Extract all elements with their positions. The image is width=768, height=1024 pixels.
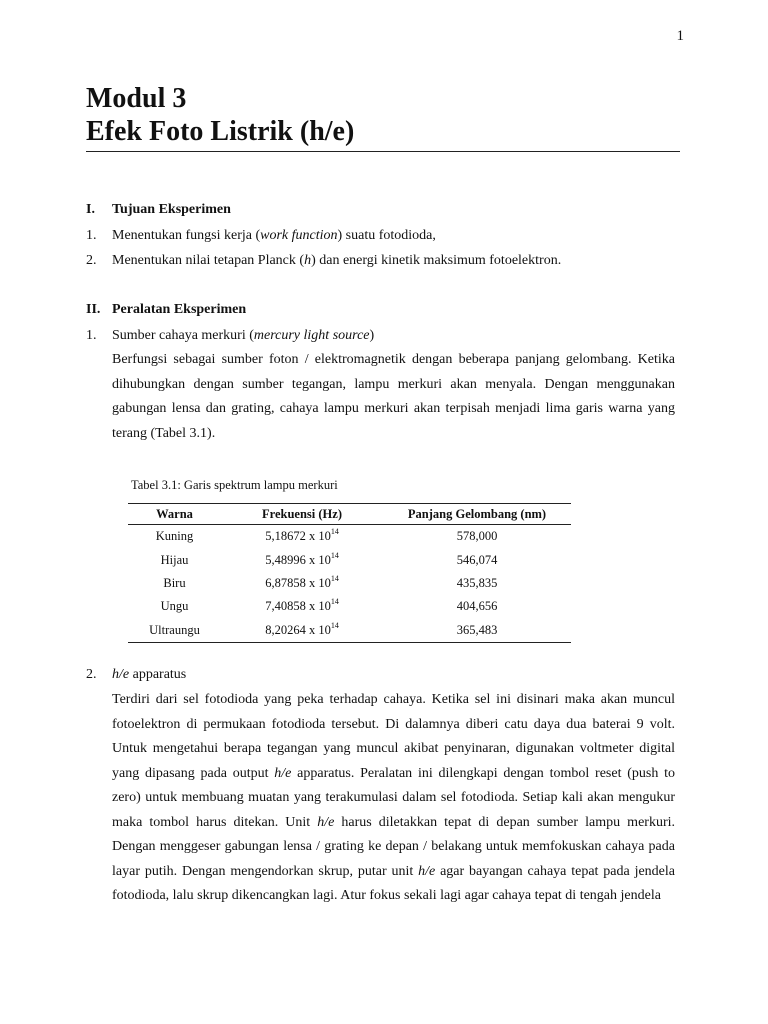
table-row xyxy=(128,525,571,549)
cell-frekuensi xyxy=(221,525,383,549)
paragraph-italic: h/e xyxy=(274,765,292,781)
list-text: Menentukan fungsi kerja ( xyxy=(112,228,261,243)
exponent: 14 xyxy=(330,550,339,560)
cell-warna: Ungu xyxy=(160,599,189,614)
spectrum-table xyxy=(128,503,571,643)
list-text: Menentukan nilai tetapan Planck ( xyxy=(112,253,305,268)
cell-frekuensi xyxy=(221,548,383,571)
cell-panjang: 365,483 xyxy=(383,619,571,643)
list-number: 2. xyxy=(86,253,97,268)
paragraph-light-source: Berfungsi sebagai sumber foton / elektromagnetik dengan beberapa panjang gelombang. Ketika dihubungkan dengan sumber tegangan, lampu merkuri akan menyala. Dengan menggunakan gabungan lensa dan grating, cahaya lampu merkuri akan terpisah menjadi lima garis warna yang terang (Tabel 3.1). xyxy=(112,352,675,441)
column-header: Panjang Gelombang (nm) xyxy=(383,504,571,525)
page-title xyxy=(86,82,680,148)
cell-warna: Kuning xyxy=(155,529,194,544)
frekuensi-mantissa: 6,87858 xyxy=(265,575,306,590)
frekuensi-mantissa: 5,18672 xyxy=(265,529,306,544)
list-text: ) xyxy=(369,328,375,343)
cell-frekuensi xyxy=(221,619,383,643)
cell-panjang: 578,000 xyxy=(456,529,498,544)
list-text-italic: work function xyxy=(260,228,338,243)
table-row xyxy=(128,595,571,618)
paragraph-text: harus diletakkan tepat di depan sumber lampu merkuri. Dengan menggeser gabungan lensa / grating ke depan / belakang untuk memfokuskan cahaya pada layar putih. Dengan mengendorkan skrup, putar unit xyxy=(112,814,675,879)
frekuensi-mantissa: 8,20264 xyxy=(265,622,306,637)
section-heading-text: Peralatan Eksperimen xyxy=(112,302,247,317)
list-item xyxy=(86,326,374,346)
cell-warna: Hijau xyxy=(160,552,189,567)
list-item xyxy=(86,226,436,246)
table-header-row xyxy=(128,504,571,525)
section-heading-peralatan xyxy=(86,302,246,318)
title-divider xyxy=(86,151,680,152)
paragraph-apparatus xyxy=(112,688,675,909)
list-text-italic: h/e xyxy=(112,667,130,682)
table-caption: Tabel 3.1: Garis spektrum lampu merkuri xyxy=(131,478,338,492)
section-numeral: II. xyxy=(86,302,101,317)
paragraph-text: apparatus. Peralatan ini dilengkapi dengan tombol reset (push to zero) untuk membuang muatan yang terakumulasi dalam sel fotodioda. Setiap kali akan mengukur maka tombol harus ditekan. Unit xyxy=(112,765,676,830)
exponent: 14 xyxy=(330,597,339,607)
page-number: 1 xyxy=(676,28,684,44)
cell-frekuensi xyxy=(221,595,383,618)
list-number: 2. xyxy=(86,667,97,682)
list-number: 1. xyxy=(86,228,97,243)
cell-panjang: 404,656 xyxy=(456,599,498,614)
list-number: 1. xyxy=(86,328,97,343)
exponent: 14 xyxy=(330,527,339,537)
cell-panjang: 546,074 xyxy=(456,552,498,567)
table-row xyxy=(128,619,571,643)
list-item xyxy=(86,251,561,271)
list-text-italic: h xyxy=(304,253,312,268)
cell-frekuensi xyxy=(221,572,383,595)
exponent-base: x 10 xyxy=(308,575,331,590)
frekuensi-mantissa: 7,40858 xyxy=(265,599,306,614)
exponent: 14 xyxy=(330,620,339,630)
paragraph-text: Terdiri dari sel fotodioda yang peka terhadap cahaya. Ketika sel ini disinari maka akan muncul fotoelektron di permukaan fotodioda tersebut. Di dalamnya diberi catu daya dua baterai 9 volt. Untuk mengetahui berapa tegangan yang muncul akibat penyinaran, digunakan voltmeter digital yang dipasang pada output xyxy=(112,692,675,781)
cell-warna: Biru xyxy=(163,575,186,590)
paragraph-text: agar bayangan cahaya tepat pada jendela fotodioda, lalu skrup dikencangkan lagi. Atur fokus sekali lagi agar cahaya tepat di tengah jendela xyxy=(112,863,675,903)
table-row xyxy=(128,572,571,595)
module-title: Efek Foto Listrik (h/e) xyxy=(86,116,355,147)
column-header: Frekuensi (Hz) xyxy=(221,504,383,525)
column-header: Warna xyxy=(128,504,221,525)
exponent-base: x 10 xyxy=(308,622,331,637)
list-text: ) dan energi kinetik maksimum fotoelektron. xyxy=(311,253,562,268)
list-text: Sumber cahaya merkuri ( xyxy=(112,328,254,343)
paragraph-italic: h/e xyxy=(317,814,335,830)
module-number: Modul 3 xyxy=(86,83,187,114)
section-numeral: I. xyxy=(86,202,95,217)
section-heading-tujuan xyxy=(86,202,231,218)
cell-warna: Ultraungu xyxy=(128,619,221,643)
cell-panjang: 435,835 xyxy=(456,575,498,590)
exponent-base: x 10 xyxy=(308,529,331,544)
exponent: 14 xyxy=(330,573,339,583)
section-heading-text: Tujuan Eksperimen xyxy=(112,202,231,217)
table-row xyxy=(128,548,571,571)
list-text: ) suatu fotodioda, xyxy=(337,228,436,243)
frekuensi-mantissa: 5,48996 xyxy=(265,552,306,567)
list-item xyxy=(86,665,186,685)
list-text-italic: mercury light source xyxy=(253,328,370,343)
paragraph-italic: h/e xyxy=(418,863,436,879)
exponent-base: x 10 xyxy=(308,599,331,614)
list-text: apparatus xyxy=(129,667,187,682)
exponent-base: x 10 xyxy=(308,552,331,567)
